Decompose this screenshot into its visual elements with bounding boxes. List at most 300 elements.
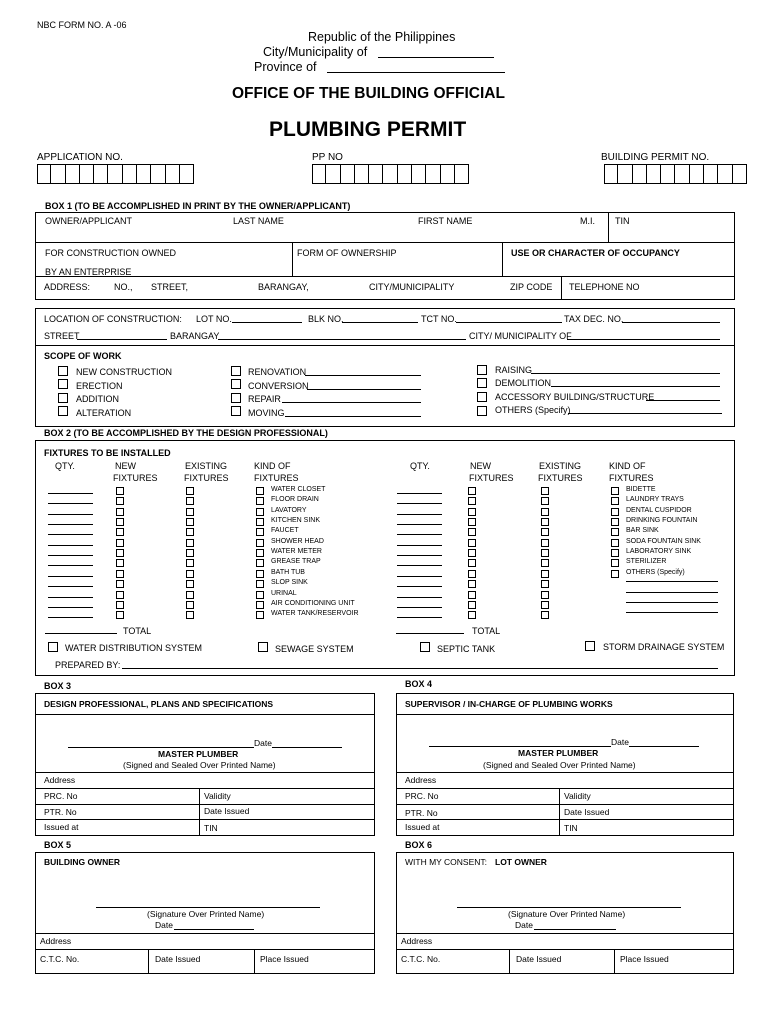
rule [35, 426, 735, 427]
new-fixture-checkbox[interactable] [116, 539, 124, 547]
rule [35, 276, 735, 277]
box4-master-plumber: MASTER PLUMBER [518, 748, 599, 758]
address-city-label: CITY/MUNICIPALITY [369, 282, 455, 292]
existing-fixture-checkbox[interactable] [541, 539, 549, 547]
mi-label[interactable]: M.I. [580, 216, 595, 226]
box3-issued-at-label[interactable]: Issued at [44, 822, 79, 832]
fixture-label-left: FLOOR DRAIN [271, 496, 319, 504]
moving-line[interactable] [285, 416, 421, 417]
existing-fixture-checkbox[interactable] [186, 559, 194, 567]
box4-issued-at-label[interactable]: Issued at [405, 822, 440, 832]
existing-fixture-checkbox[interactable] [541, 528, 549, 536]
box3-tin-label[interactable]: TIN [204, 823, 218, 833]
box4-date-label: Date [611, 737, 629, 747]
scope-checkbox[interactable] [231, 366, 241, 376]
fixtures-heading: FIXTURES TO BE INSTALLED [44, 448, 171, 458]
rule [35, 788, 375, 789]
qty-line-right[interactable] [397, 586, 442, 587]
existing-fixture-checkbox[interactable] [541, 487, 549, 495]
new-fixture-checkbox[interactable] [468, 497, 476, 505]
total-label-left: TOTAL [123, 626, 152, 636]
existing-fixture-checkbox[interactable] [186, 518, 194, 526]
fixture-label-right: LABORATORY SINK [626, 548, 692, 556]
box6-label: BOX 6 [405, 840, 433, 850]
other-fixture-line[interactable] [626, 602, 718, 603]
qty-line-left[interactable] [48, 534, 93, 535]
septic-label: SEPTIC TANK [437, 644, 496, 654]
other-fixture-line[interactable] [626, 592, 718, 593]
water-dist-checkbox[interactable] [48, 642, 58, 652]
fixture-label-left: GREASE TRAP [271, 558, 321, 566]
scope-addition: ADDITION [76, 394, 120, 404]
tin-divider [608, 212, 609, 243]
qty-line-left[interactable] [48, 524, 93, 525]
kind-fixture-checkbox[interactable] [256, 570, 264, 578]
new-fixture-checkbox[interactable] [116, 508, 124, 516]
box6-date-issued-label[interactable]: Date Issued [516, 954, 562, 964]
qty-line-left[interactable] [48, 586, 93, 587]
box4-date-issued-label[interactable]: Date Issued [564, 807, 610, 817]
new-fixture-checkbox[interactable] [468, 539, 476, 547]
other-fixture-line[interactable] [626, 612, 718, 613]
box4-address-label[interactable]: Address [405, 775, 437, 785]
kind-fixture-checkbox[interactable] [256, 591, 264, 599]
rule [35, 772, 375, 773]
city-of-line[interactable] [567, 339, 720, 340]
box4-validity-label[interactable]: Validity [564, 791, 591, 801]
kind-fixture-checkbox[interactable] [611, 508, 619, 516]
septic-checkbox[interactable] [420, 642, 430, 652]
building-permit-no-cells[interactable] [604, 164, 747, 184]
divider [509, 949, 510, 974]
existing-fixture-checkbox[interactable] [186, 591, 194, 599]
box3-date-issued-label[interactable]: Date Issued [204, 806, 250, 816]
box4-heading: SUPERVISOR / IN-CHARGE OF PLUMBING WORKS [405, 699, 613, 709]
other-fixture-line[interactable] [626, 581, 718, 582]
kind-fixture-checkbox[interactable] [256, 549, 264, 557]
raising-line[interactable] [531, 373, 720, 374]
rule [35, 714, 375, 715]
box5-address-label[interactable]: Address [40, 936, 72, 946]
new-fixture-checkbox[interactable] [468, 559, 476, 567]
box3-prc-label[interactable]: PRC. No [44, 791, 78, 801]
prepared-by-label: PREPARED BY: [55, 660, 121, 670]
qty-line-right[interactable] [397, 503, 442, 504]
scope-checkbox[interactable] [477, 378, 487, 388]
qty-line-left[interactable] [48, 493, 93, 494]
divider [614, 949, 615, 974]
scope-demolition: DEMOLITION [495, 378, 552, 388]
renovation-line[interactable] [305, 375, 421, 376]
divider [35, 276, 36, 299]
existing-fixture-checkbox[interactable] [186, 539, 194, 547]
fixture-label-right: BIDETTE [626, 486, 656, 493]
box6-address-label[interactable]: Address [401, 936, 433, 946]
city-of-label: CITY/ MUNICIPALITY OF [469, 331, 572, 341]
new-fixture-checkbox[interactable] [468, 549, 476, 557]
tct-no-line[interactable] [456, 322, 562, 323]
existing-fixture-checkbox[interactable] [541, 518, 549, 526]
box3-date-line[interactable] [272, 747, 342, 748]
box6-signature-label: (Signature Over Printed Name) [508, 909, 626, 919]
rule [396, 804, 734, 805]
kind-fixture-checkbox[interactable] [611, 518, 619, 526]
construction-owned-label: FOR CONSTRUCTION OWNED [45, 248, 176, 258]
application-no-cells[interactable] [37, 164, 194, 184]
scope-others: OTHERS (Specify) [495, 405, 571, 415]
existing-header: EXISTING [185, 461, 228, 471]
divider [292, 243, 293, 276]
box2-heading: BOX 2 (TO BE ACCOMPLISHED BY THE DESIGN PROFESSIONAL) [44, 428, 328, 438]
rule [35, 299, 735, 300]
new-fixture-checkbox[interactable] [116, 601, 124, 609]
existing-fixture-checkbox[interactable] [186, 549, 194, 557]
new-fixture-checkbox[interactable] [468, 528, 476, 536]
form-number: NBC FORM NO. A -06 [37, 20, 127, 30]
new-fixture-checkbox[interactable] [116, 570, 124, 578]
water-dist-label: WATER DISTRIBUTION SYSTEM [65, 643, 203, 653]
existing-header-right-2: FIXTURES [538, 473, 583, 483]
scope-renovation: RENOVATION [248, 367, 307, 377]
box5-heading: BUILDING OWNER [44, 857, 121, 867]
kind-fixture-checkbox[interactable] [611, 570, 619, 578]
kind-header: KIND OF [254, 461, 291, 471]
office-title: OFFICE OF THE BUILDING OFFICIAL [232, 85, 505, 102]
pp-no-label: PP NO [312, 152, 343, 163]
kind-fixture-checkbox[interactable] [256, 601, 264, 609]
box6-date-label: Date [515, 920, 533, 930]
fixture-label-left: SHOWER HEAD [271, 537, 324, 545]
divider [734, 276, 735, 299]
repair-line[interactable] [282, 402, 421, 403]
kind-fixture-checkbox[interactable] [256, 528, 264, 536]
divider [502, 243, 503, 276]
fixture-label-left: AIR CONDITIONING UNIT [271, 599, 355, 607]
pp-no-cells[interactable] [312, 164, 469, 184]
new-fixture-checkbox[interactable] [116, 611, 124, 619]
existing-fixture-checkbox[interactable] [541, 559, 549, 567]
existing-fixture-checkbox[interactable] [186, 601, 194, 609]
street-label: STREET [44, 331, 80, 341]
box6-ctc-label[interactable]: C.T.C. No. [401, 954, 441, 964]
fixture-label-left: BATH TUB [271, 568, 305, 576]
total-line-left[interactable] [45, 633, 117, 634]
qty-line-right[interactable] [397, 534, 442, 535]
kind-fixture-checkbox[interactable] [256, 508, 264, 516]
existing-header-2: FIXTURES [184, 473, 229, 483]
box3-label: BOX 3 [44, 681, 72, 691]
new-fixture-checkbox[interactable] [468, 518, 476, 526]
kind-fixture-checkbox[interactable] [256, 487, 264, 495]
location-label: LOCATION OF CONSTRUCTION: [44, 314, 182, 324]
box4-date-line[interactable] [629, 746, 699, 747]
qty-line-right[interactable] [397, 607, 442, 608]
existing-fixture-checkbox[interactable] [541, 611, 549, 619]
scope-erection: ERECTION [76, 381, 123, 391]
existing-fixture-checkbox[interactable] [541, 549, 549, 557]
kind-fixture-checkbox[interactable] [256, 518, 264, 526]
rule [35, 345, 735, 346]
scope-repair: REPAIR [248, 394, 281, 404]
rule [35, 819, 375, 820]
qty-line-left[interactable] [48, 503, 93, 504]
new-fixture-checkbox[interactable] [116, 528, 124, 536]
tct-no-label: TCT NO. [421, 314, 457, 324]
prepared-by-line[interactable] [122, 668, 718, 669]
fixture-label-right: OTHERS (Specify) [626, 568, 685, 576]
address-street-label: STREET, [151, 282, 189, 292]
scope-moving: MOVING [248, 408, 285, 418]
new-header-right-2: FIXTURES [469, 473, 514, 483]
application-no-label: APPLICATION NO. [37, 152, 123, 163]
box5-ctc-label[interactable]: C.T.C. No. [40, 954, 80, 964]
new-fixture-checkbox[interactable] [116, 591, 124, 599]
city-label: City/Municipality of [263, 45, 368, 59]
fixture-label-left: FAUCET [271, 527, 299, 535]
scope-checkbox[interactable] [58, 366, 68, 376]
kind-fixture-checkbox[interactable] [611, 539, 619, 547]
kind-header-2: FIXTURES [254, 473, 299, 483]
qty-line-left[interactable] [48, 617, 93, 618]
qty-line-right[interactable] [397, 514, 442, 515]
owner-box [35, 212, 735, 243]
existing-fixture-checkbox[interactable] [186, 580, 194, 588]
existing-fixture-checkbox[interactable] [541, 601, 549, 609]
kind-fixture-checkbox[interactable] [256, 539, 264, 547]
divider [734, 243, 735, 276]
divider [148, 949, 149, 974]
total-line-right[interactable] [396, 633, 464, 634]
scope-checkbox[interactable] [477, 392, 487, 402]
qty-line-left[interactable] [48, 565, 93, 566]
kind-fixture-checkbox[interactable] [256, 611, 264, 619]
accessory-line[interactable] [646, 400, 720, 401]
address-barangay-label: BARANGAY, [258, 282, 309, 292]
conversion-line[interactable] [307, 389, 421, 390]
scope-checkbox[interactable] [477, 406, 487, 416]
page-title: PLUMBING PERMIT [269, 118, 467, 141]
existing-fixture-checkbox[interactable] [186, 528, 194, 536]
divider [35, 243, 36, 276]
use-occupancy-label[interactable]: USE OR CHARACTER OF OCCUPANCY [511, 248, 680, 258]
box5-date-line[interactable] [174, 929, 254, 930]
sewage-label: SEWAGE SYSTEM [275, 644, 354, 654]
tax-dec-label: TAX DEC. NO. [564, 314, 624, 324]
province-line[interactable] [327, 72, 505, 73]
kind-fixture-checkbox[interactable] [256, 559, 264, 567]
tin-label[interactable]: TIN [615, 216, 630, 226]
fixture-label-right: LAUNDRY TRAYS [626, 496, 684, 504]
fixture-label-right: DENTAL CUSPIDOR [626, 506, 692, 514]
box4-prc-label[interactable]: PRC. No [405, 791, 439, 801]
qty-line-right[interactable] [397, 576, 442, 577]
rule [396, 949, 734, 950]
rule [396, 772, 734, 773]
new-fixture-checkbox[interactable] [116, 580, 124, 588]
new-fixture-checkbox[interactable] [116, 518, 124, 526]
divider [561, 276, 562, 299]
qty-line-right[interactable] [397, 565, 442, 566]
existing-fixture-checkbox[interactable] [541, 508, 549, 516]
sewage-checkbox[interactable] [258, 642, 268, 652]
new-fixture-checkbox[interactable] [116, 497, 124, 505]
owner-label: OWNER/APPLICANT [45, 216, 133, 226]
rule [396, 933, 734, 934]
fixture-label-left: KITCHEN SINK [271, 517, 321, 525]
scope-checkbox[interactable] [477, 365, 487, 375]
kind-fixture-checkbox[interactable] [611, 528, 619, 536]
existing-fixture-checkbox[interactable] [541, 497, 549, 505]
rule [35, 933, 375, 934]
new-fixture-checkbox[interactable] [468, 570, 476, 578]
telephone-label[interactable]: TELEPHONE NO [569, 282, 640, 292]
last-name-label[interactable]: LAST NAME [233, 216, 284, 226]
province-label: Province of [254, 60, 317, 74]
new-fixture-checkbox[interactable] [468, 601, 476, 609]
lot-no-label: LOT NO. [196, 314, 232, 324]
form-ownership-label[interactable]: FORM OF OWNERSHIP [297, 248, 397, 258]
qty-line-left[interactable] [48, 545, 93, 546]
existing-fixture-checkbox[interactable] [541, 591, 549, 599]
box6-signature-line[interactable] [457, 907, 681, 908]
scope-checkbox[interactable] [58, 379, 68, 389]
lot-no-line[interactable] [232, 322, 302, 323]
box3-address-label[interactable]: Address [44, 775, 76, 785]
existing-fixture-checkbox[interactable] [541, 580, 549, 588]
box6-place-issued-label[interactable]: Place Issued [620, 954, 669, 964]
others-line[interactable] [568, 413, 722, 414]
fixture-label-right: BAR SINK [626, 527, 659, 535]
divider [199, 788, 200, 836]
box5-place-issued-label[interactable]: Place Issued [260, 954, 309, 964]
fixture-label-left: SLOP SINK [271, 579, 308, 587]
qty-line-right[interactable] [397, 597, 442, 598]
new-fixture-checkbox[interactable] [116, 549, 124, 557]
rule [35, 242, 735, 243]
storm-checkbox[interactable] [585, 641, 595, 651]
tax-dec-line[interactable] [622, 322, 720, 323]
new-header-2: FIXTURES [113, 473, 158, 483]
qty-line-right[interactable] [397, 617, 442, 618]
box5-date-issued-label[interactable]: Date Issued [155, 954, 201, 964]
first-name-label[interactable]: FIRST NAME [418, 216, 473, 226]
divider [559, 788, 560, 836]
existing-fixture-checkbox[interactable] [186, 570, 194, 578]
storm-label: STORM DRAINAGE SYSTEM [603, 642, 725, 652]
qty-line-left[interactable] [48, 576, 93, 577]
box3-signature-line[interactable] [68, 747, 254, 748]
box3-ptr-label[interactable]: PTR. No [44, 807, 77, 817]
box4-signature-line[interactable] [429, 746, 611, 747]
box3-validity-label[interactable]: Validity [204, 791, 231, 801]
box3-signed-label: (Signed and Sealed Over Printed Name) [123, 760, 276, 770]
box3-heading: DESIGN PROFESSIONAL, PLANS AND SPECIFICATIONS [44, 699, 274, 709]
existing-fixture-checkbox[interactable] [541, 570, 549, 578]
existing-fixture-checkbox[interactable] [186, 508, 194, 516]
qty-header: QTY. [55, 461, 75, 471]
qty-line-right[interactable] [397, 555, 442, 556]
kind-fixture-checkbox[interactable] [611, 549, 619, 557]
qty-line-left[interactable] [48, 555, 93, 556]
fixture-label-right: DRINKING FOUNTAIN [626, 517, 698, 525]
scope-heading: SCOPE OF WORK [44, 351, 122, 361]
qty-line-right[interactable] [397, 524, 442, 525]
box3-master-plumber: MASTER PLUMBER [158, 749, 239, 759]
fixture-label-left: WATER TANK/RESERVOIR [271, 610, 359, 618]
kind-header-right-2: FIXTURES [609, 473, 654, 483]
existing-fixture-checkbox[interactable] [186, 611, 194, 619]
box6-consent-label: WITH MY CONSENT: [405, 857, 488, 867]
rule [35, 804, 375, 805]
barangay-label: BARANGAY [170, 331, 220, 341]
kind-fixture-checkbox[interactable] [611, 559, 619, 567]
kind-fixture-checkbox[interactable] [611, 497, 619, 505]
box6-heading: LOT OWNER [495, 857, 547, 867]
box4-label: BOX 4 [405, 679, 433, 689]
blk-no-line[interactable] [342, 322, 418, 323]
scope-conversion: CONVERSION [248, 381, 309, 391]
qty-header-right: QTY. [410, 461, 430, 471]
kind-fixture-checkbox[interactable] [611, 487, 619, 495]
kind-fixture-checkbox[interactable] [256, 580, 264, 588]
scope-checkbox[interactable] [58, 406, 68, 416]
qty-line-right[interactable] [397, 493, 442, 494]
box3-date-label: Date [254, 738, 272, 748]
box5-date-label: Date [155, 920, 173, 930]
existing-fixture-checkbox[interactable] [186, 487, 194, 495]
new-fixture-checkbox[interactable] [468, 508, 476, 516]
scope-checkbox[interactable] [231, 393, 241, 403]
existing-fixture-checkbox[interactable] [186, 497, 194, 505]
street-line[interactable] [77, 339, 167, 340]
new-fixture-checkbox[interactable] [468, 487, 476, 495]
by-enterprise-label: BY AN ENTERPRISE [45, 267, 132, 277]
box4-ptr-label[interactable]: PTR. No [405, 808, 438, 818]
zip-label[interactable]: ZIP CODE [510, 282, 553, 292]
box4-tin-label[interactable]: TIN [564, 823, 578, 833]
rule [396, 819, 734, 820]
barangay-line[interactable] [218, 339, 466, 340]
address-label[interactable]: ADDRESS: [44, 282, 91, 292]
new-fixture-checkbox[interactable] [116, 487, 124, 495]
qty-line-left[interactable] [48, 514, 93, 515]
demolition-line[interactable] [551, 386, 720, 387]
box5-signature-line[interactable] [96, 907, 320, 908]
rule [35, 949, 375, 950]
qty-line-left[interactable] [48, 597, 93, 598]
new-fixture-checkbox[interactable] [468, 611, 476, 619]
fixture-label-left: WATER METER [271, 548, 322, 556]
new-fixture-checkbox[interactable] [116, 559, 124, 567]
scope-checkbox[interactable] [58, 393, 68, 403]
divider [254, 949, 255, 974]
scope-raising: RAISING [495, 365, 533, 375]
box6-date-line[interactable] [534, 929, 616, 930]
qty-line-right[interactable] [397, 545, 442, 546]
new-fixture-checkbox[interactable] [468, 580, 476, 588]
scope-checkbox[interactable] [231, 406, 241, 416]
box4-signed-label: (Signed and Sealed Over Printed Name) [483, 760, 636, 770]
kind-fixture-checkbox[interactable] [256, 497, 264, 505]
city-line[interactable] [378, 57, 494, 58]
new-fixture-checkbox[interactable] [468, 591, 476, 599]
qty-line-left[interactable] [48, 607, 93, 608]
total-label-right: TOTAL [472, 626, 501, 636]
blk-no-label: BLK NO. [308, 314, 344, 324]
scope-new-construction: NEW CONSTRUCTION [76, 367, 172, 377]
fixture-label-right: SODA FOUNTAIN SINK [626, 537, 701, 545]
scope-checkbox[interactable] [231, 379, 241, 389]
